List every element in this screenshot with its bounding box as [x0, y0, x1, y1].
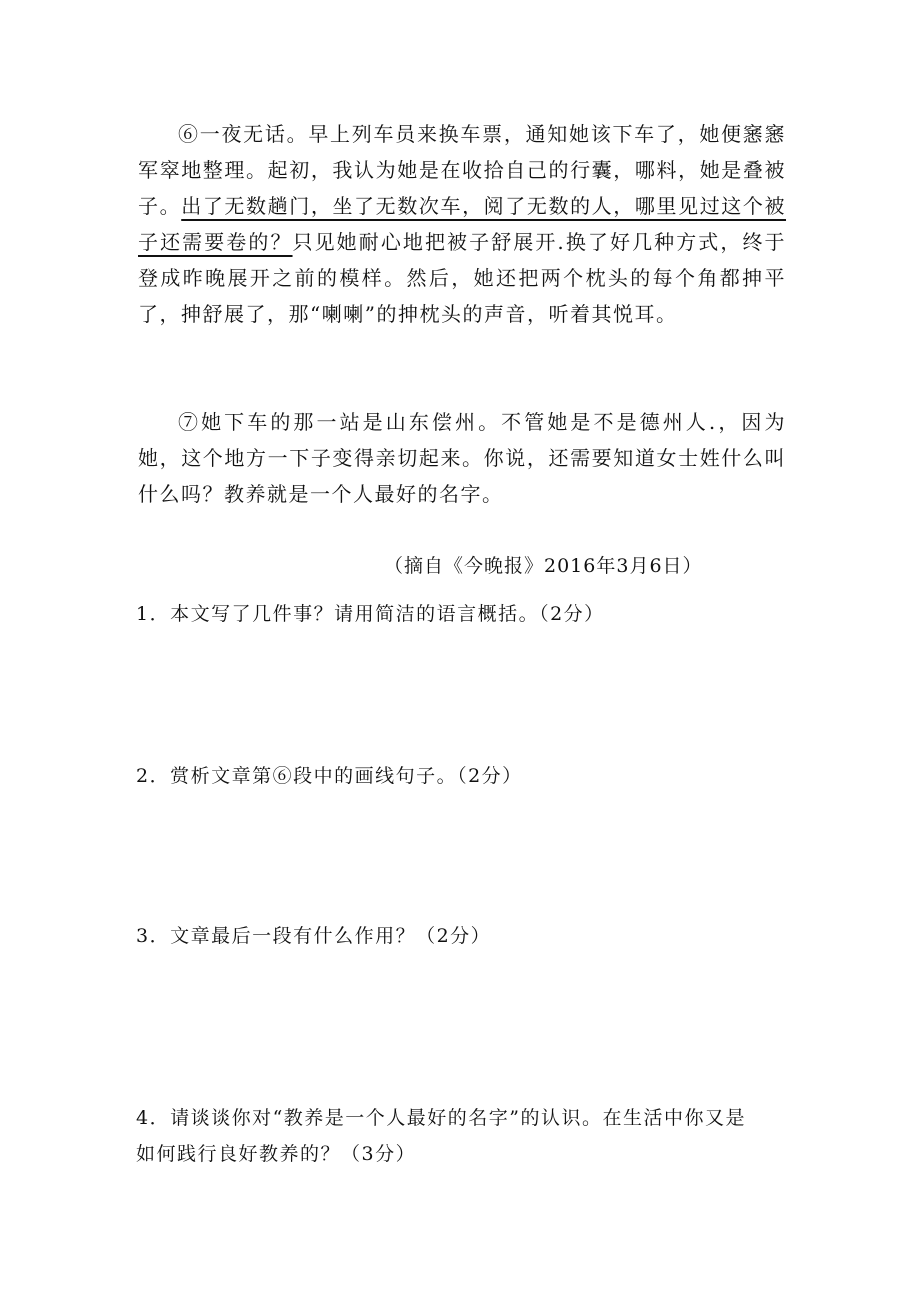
paragraph-7: ⑦她下车的那一站是山东偿州。不管她是不是德州人.，因为她，这个地方一下子变得亲切起来。你说，还需要知道女士姓什么叫什么吗？教养就是一个人最好的名字。	[138, 410, 786, 506]
paragraph-6-text-start: ⑥一夜无话。早上列车员来换车票，通知她该下车了，她便窸窸军窣地整理。起初，我认为她是在收拾自己的行囊，哪料，她是叠被子。	[138, 122, 786, 218]
paragraph-6	[138, 116, 786, 332]
question-4: 4．请谈谈你对“教养是一个人最好的名字”的认识。在生活中你又是如何践行良好教养的？（3分）	[136, 1107, 747, 1165]
question-3: 3．文章最后一段有什么作用？（2分）	[136, 925, 492, 947]
question-2: 2．赏析文章第⑥段中的画线句子。（2分）	[136, 765, 523, 787]
paragraph-6-text-end: 只见她耐心地把被子舒展开.换了好几种方式，终于登成昨晚展开之前的模样。然后，她还把两个枕头的每个角都抻平了，抻舒展了，那“喇喇”的抻枕头的声音，听着其悦耳。	[138, 230, 787, 326]
source-citation: （摘自《今晚报》2016年3月6日）	[384, 555, 703, 577]
question-1: 1．本文写了几件事？请用简洁的语言概括。（2分）	[136, 603, 605, 625]
paragraph-6-underlined-sentence: 出了无数趟门，坐了无数次车，阅了无数的人，哪里见过这个被子还需要卷的？	[138, 194, 787, 254]
